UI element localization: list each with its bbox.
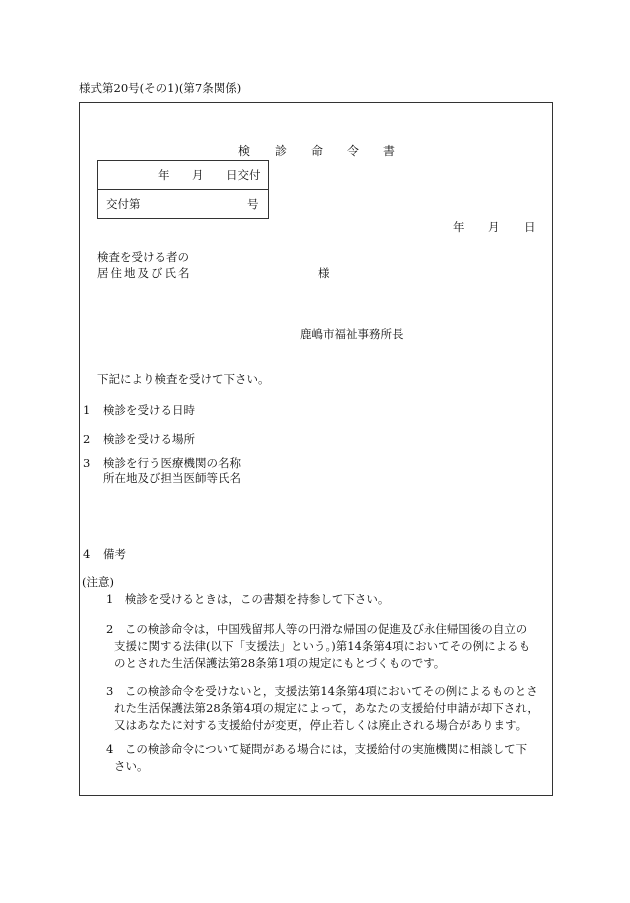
title-char: 検 [238,144,251,158]
issue-box-divider [98,189,268,190]
note-3-line: 3 この検診命令を受けないと，支援法第14条第4項においてその例によるものとさ [106,684,538,698]
notes-heading: (注意) [82,575,114,589]
date-year-label: 年 [453,220,465,234]
title-char: 令 [347,144,360,158]
note-1: 1 検診を受けるときは，この書類を持参して下さい。 [106,592,390,606]
date-month-label: 月 [488,220,500,234]
date-day-label: 日 [524,220,536,234]
note-4 [106,741,527,775]
item-number: 1 [83,403,91,417]
issuer-name: 鹿嶋市福祉事務所長 [300,327,404,341]
item-place: 検診を受ける場所 [103,432,195,446]
item-institution: 検診を行う医療機関の名称 [103,456,241,470]
item-institution-address: 所在地及び担当医師等氏名 [103,471,241,485]
note-2-line: 支援に関する法律(以下「支援法」という。)第14条第4項においてその例によるも [114,639,531,653]
title-char: 書 [383,144,396,158]
issue-number-prefix: 交付第 [106,197,141,211]
recipient-label-line1: 検査を受ける者の [97,250,189,264]
item-number: 4 [83,547,91,561]
note-2-line: 2 この検診命令は，中国残留邦人等の円滑な帰国の促進及び永住帰国後の自立の [106,622,528,636]
recipient-label-line2: 居住地及び氏名 [97,266,192,280]
issue-year-label: 年 [158,168,170,182]
note-4-line: さい。 [114,759,149,773]
note-2-line: のとされた生活保護法第28条第1項の規定にもとづくものです。 [114,656,446,670]
title-char: 診 [275,144,288,158]
item-remarks: 備考 [103,547,126,561]
intro-text: 下記により検査を受けて下さい。 [97,372,270,386]
title-char: 命 [311,144,324,158]
note-2 [106,621,530,672]
document-title [238,143,398,159]
form-number: 様式第20号(その1)(第7条関係) [79,81,242,95]
note-4-line: 4 この検診命令について疑問がある場合には，支援給付の実施機関に相談して下 [106,742,528,756]
item-datetime: 検診を受ける日時 [103,403,195,417]
note-3-line: れた生活保護法第28条第4項の規定によって，あなたの支援給付申請が却下され， [114,701,539,715]
note-3 [106,683,539,734]
note-3-line: 又はあなたに対する支援給付が変更，停止若しくは廃止される場合があります。 [114,718,528,732]
issue-day-label: 日交付 [226,168,261,182]
recipient-honorific: 様 [318,266,330,280]
issue-month-label: 月 [192,168,204,182]
item-number: 3 [83,456,91,470]
item-number: 2 [83,432,91,446]
issue-number-suffix: 号 [247,197,259,211]
